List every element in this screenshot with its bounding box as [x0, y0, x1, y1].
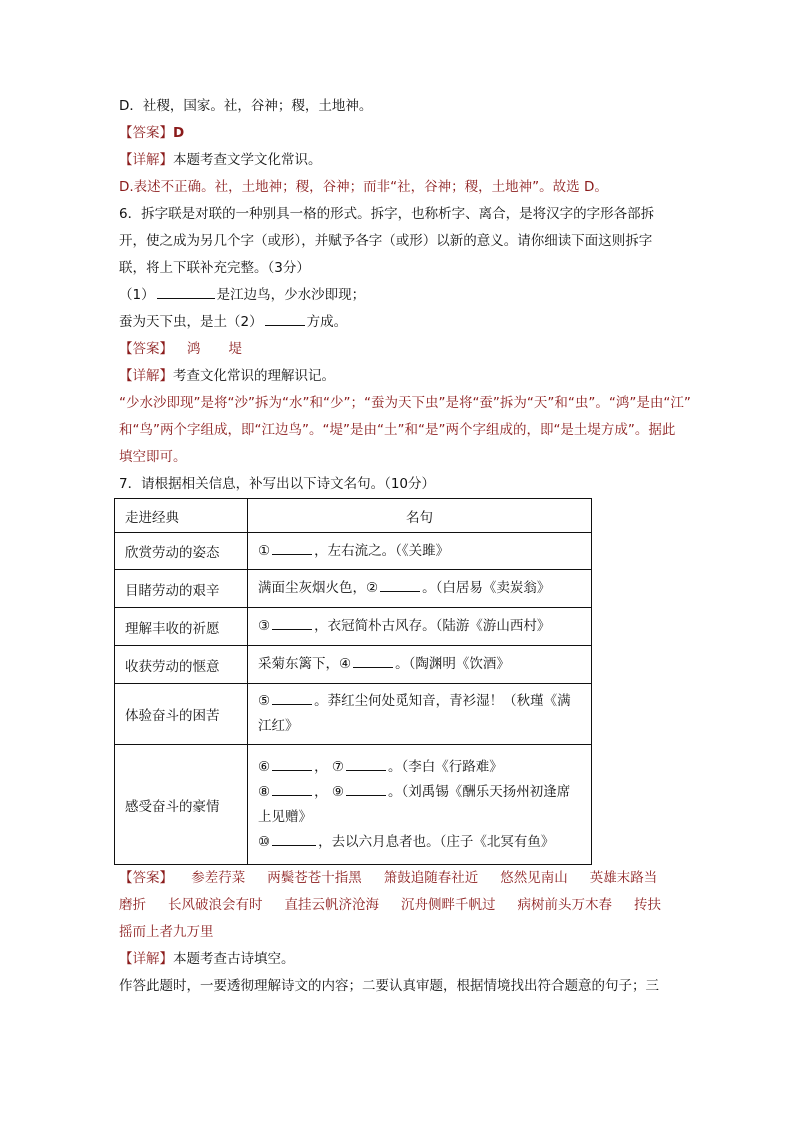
detail-text: 考查文化常识的理解识记。: [173, 368, 335, 384]
answer-1: 鸿: [187, 341, 201, 357]
q6-detail: [119, 363, 679, 390]
table-header-row: [115, 499, 592, 533]
answer-item: 英雄末路当: [589, 870, 658, 886]
q6-exp1: “少水沙即现”是将“沙”拆为“水”和“少”；“蚕为天下虫”是将“蚕”拆为“天”和“虫”。“鸿”是由“江”: [119, 395, 691, 411]
answer-item: 病树前头万木春: [517, 897, 612, 913]
answer-tag: 【答案】: [119, 125, 173, 141]
option-d: D．社稷，国家。社，谷神；稷，土地神。: [119, 98, 373, 114]
detail-tag: 【详解】: [119, 951, 173, 967]
row-quote: ⑤ 。莽红尘何处觅知音，青衫湿！（秋瑾《满 江红》: [248, 684, 592, 745]
detail-text: 本题考查文学文化常识。: [173, 152, 322, 168]
header-quote: 名句: [248, 499, 592, 533]
answer-item: 悠然见南山: [500, 870, 568, 886]
row-theme: 感受奋斗的豪情: [115, 745, 248, 865]
answer-item: 沉舟侧畔千帆过: [401, 897, 496, 913]
couplet2-suffix: 方成。: [306, 314, 348, 330]
q5-explanation: D.表述不正确。社，土地神；稷，谷神；而非“社，谷神；稷，土地神”。故选 D。: [119, 179, 608, 195]
answer-2: 堤: [228, 341, 242, 357]
table-row: [115, 533, 592, 570]
q6-couplet2: [119, 309, 679, 336]
row-theme: 体验奋斗的困苦: [115, 684, 248, 745]
table-row: [115, 608, 592, 646]
row-theme: 欣赏劳动的姿态: [115, 533, 248, 570]
detail-tag: 【详解】: [119, 368, 173, 384]
q7-answer-line1: [119, 865, 679, 892]
page-content: [119, 93, 691, 1000]
poem-table: [114, 498, 592, 865]
q6-couplet1: [119, 282, 679, 309]
row-quote: ① ，左右流之。（《关雎》: [248, 533, 592, 570]
couplet1-prefix: （1）: [119, 287, 155, 303]
q6-line3: 联，将上下联补充完整。（3分）: [119, 260, 310, 276]
q5-detail: [119, 147, 679, 174]
row-quote: 采菊东篱下，④ 。（陶渊明《饮酒》: [248, 646, 592, 684]
answer-tag: 【答案】: [119, 341, 173, 357]
answer-tag: 【答案】: [119, 870, 173, 886]
q7-explanation: 作答此题时，一要透彻理解诗文的内容；二要认真审题，根据情境找出符合题意的句子；三: [119, 978, 659, 994]
table-row: [115, 684, 592, 745]
q6-exp3: 填空即可。: [119, 449, 187, 465]
q6-line1: 6．拆字联是对联的一种别具一格的形式。拆字，也称析字、离合，是将汉字的字形各部拆: [119, 206, 655, 222]
answer-item: 摇而上者九万里: [119, 924, 214, 940]
q5-answer: [119, 120, 679, 147]
answer-value: D: [173, 125, 185, 141]
header-theme: 走进经典: [115, 499, 248, 533]
table-row: [115, 570, 592, 608]
answer-item: 两鬓苍苍十指黑: [267, 870, 362, 886]
q7-title: 7．请根据相关信息，补写出以下诗文名句。（10分）: [119, 476, 436, 492]
detail-tag: 【详解】: [119, 152, 173, 168]
row-theme: 理解丰收的祈愿: [115, 608, 248, 646]
q7-detail: [119, 946, 679, 973]
detail-text: 本题考查古诗填空。: [173, 951, 295, 967]
row-quote: 满面尘灰烟火色，② 。（白居易《卖炭翁》: [248, 570, 592, 608]
answer-item: 抟扶: [634, 897, 661, 913]
row-theme: 收获劳动的惬意: [115, 646, 248, 684]
q6-answer: [119, 336, 679, 363]
couplet2-prefix: 蚕为天下虫，是土（2）: [119, 314, 263, 330]
answer-item: 参差荇菜: [191, 870, 246, 886]
row-quote: ⑥ ， ⑦ 。（李白《行路难》 ⑧ ， ⑨ 。（刘禹锡《酬乐天扬州初逢席 上见赠》 ⑩ ，去以六月息者也。（庄子《北冥有鱼》: [248, 745, 592, 865]
table-row: [115, 646, 592, 684]
answer-item: 磨折: [119, 897, 146, 913]
q6-line2: 开，使之成为另几个字（或形），并赋予各字（或形）以新的意义。请你细读下面这则拆字: [119, 233, 653, 249]
answer-item: 箫鼓追随春社近: [383, 870, 479, 886]
q7-answer-line3: [119, 919, 679, 946]
answer-item: 长风破浪会有时: [168, 897, 263, 913]
answer-item: 直挂云帆济沧海: [284, 897, 379, 913]
blank-1: [157, 284, 215, 299]
blank-2: [265, 311, 305, 326]
q7-answer-line2: [119, 892, 679, 919]
table-row: [115, 745, 592, 865]
row-theme: 目睹劳动的艰辛: [115, 570, 248, 608]
row-quote: ③ ，衣冠简朴古风存。（陆游《游山西村》: [248, 608, 592, 646]
couplet1-suffix: 是江边鸟，少水沙即现；: [216, 287, 366, 303]
q6-exp2: 和“鸟”两个字组成，即“江边鸟”。“堤”是由“土”和“是”两个字组成的，即“是土堤方成”。据此: [119, 422, 676, 438]
